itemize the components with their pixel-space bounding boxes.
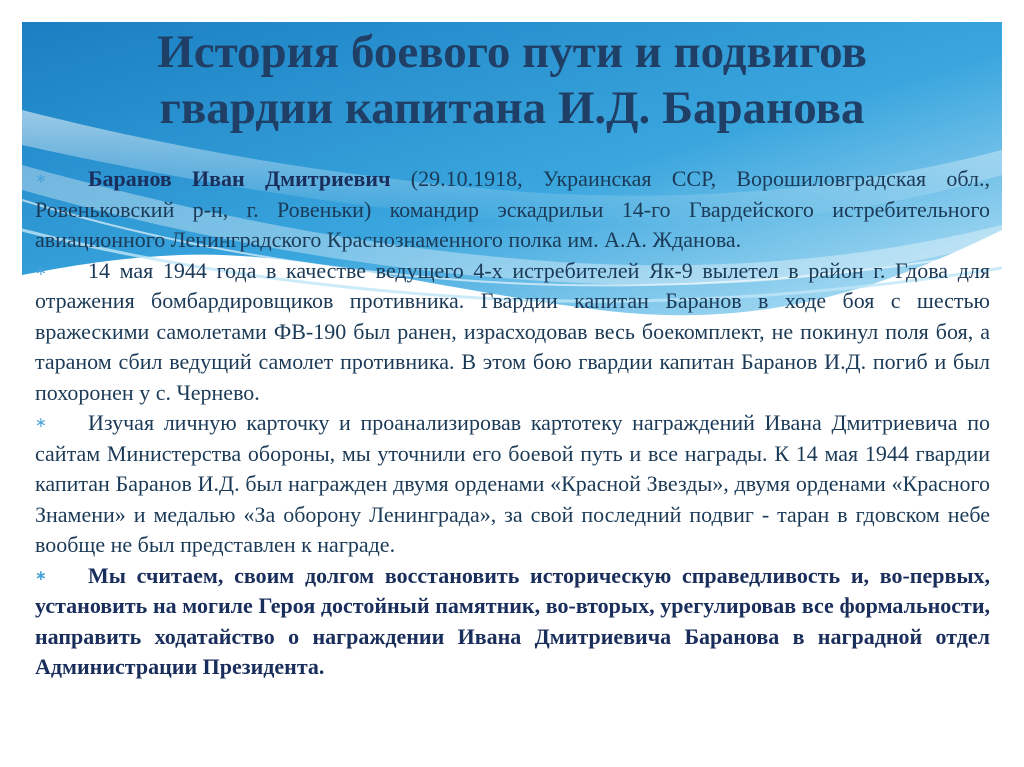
bullet-icon: ∗ [35,567,47,584]
paragraph-1-text: (29.10.1918, Украинская ССР, Ворошиловградская обл., Ровеньковский р-н, г. Ровеньки) командир эскадрильи 14-го Гвардейского истребительного авиационного Ленинградского Краснознаменного полка им. А.А. Жданова. [35,166,990,252]
paragraph-3 [35,408,990,561]
person-name: Баранов Иван Дмитриевич [88,166,391,191]
paragraph-3-text: Изучая личную карточку и проанализировав картотеку награждений Ивана Дмитриевича по сайтам Министерства обороны, мы уточнили его боевой путь и все награды. К 14 мая 1944 гвардии капитан Баранов И.Д. был награжден двумя орденами «Красной Звезды», двумя орденами «Красного Знамени» и медалью «За оборону Ленинграда», за свой последний подвиг - таран в гдовском небе вообще не был представлен к награде. [35,410,990,557]
paragraph-1 [35,164,990,256]
paragraph-4 [35,561,990,683]
paragraph-2-text: 14 мая 1944 года в качестве ведущего 4-х истребителей Як-9 вылетел в район г. Гдова для отражения бомбардировщиков противника. Гвардии капитан Баранов в ходе боя с шестью вражескими самолетами ФВ-190 был ранен, израсходовав весь боекомплект, не покинул поля боя, а тараном сбил ведущий самолет противника. В этом бою гвардии капитан Баранов И.Д. погиб и был похоронен у с. Чернево. [35,257,990,405]
slide-title [60,24,964,136]
title-line-2: гвардии капитана И.Д. Баранова [159,82,865,134]
bullet-icon: ∗ [35,415,47,431]
bullet-icon: ∗ [35,262,47,279]
title-line-1: История боевого пути и подвигов [157,26,867,78]
content-list [35,164,990,683]
paragraph-4-text: Мы считаем, своим долгом восстановить историческую справедливость и, во-первых, установить на могиле Героя достойный памятник, во-вторых, урегулировав все формальности, направить ходатайство о награждении Ивана Дмитриевича Баранова в наградной отдел Администрации Президента. [35,562,990,679]
paragraph-2 [35,256,990,409]
bullet-icon: ∗ [35,171,47,187]
